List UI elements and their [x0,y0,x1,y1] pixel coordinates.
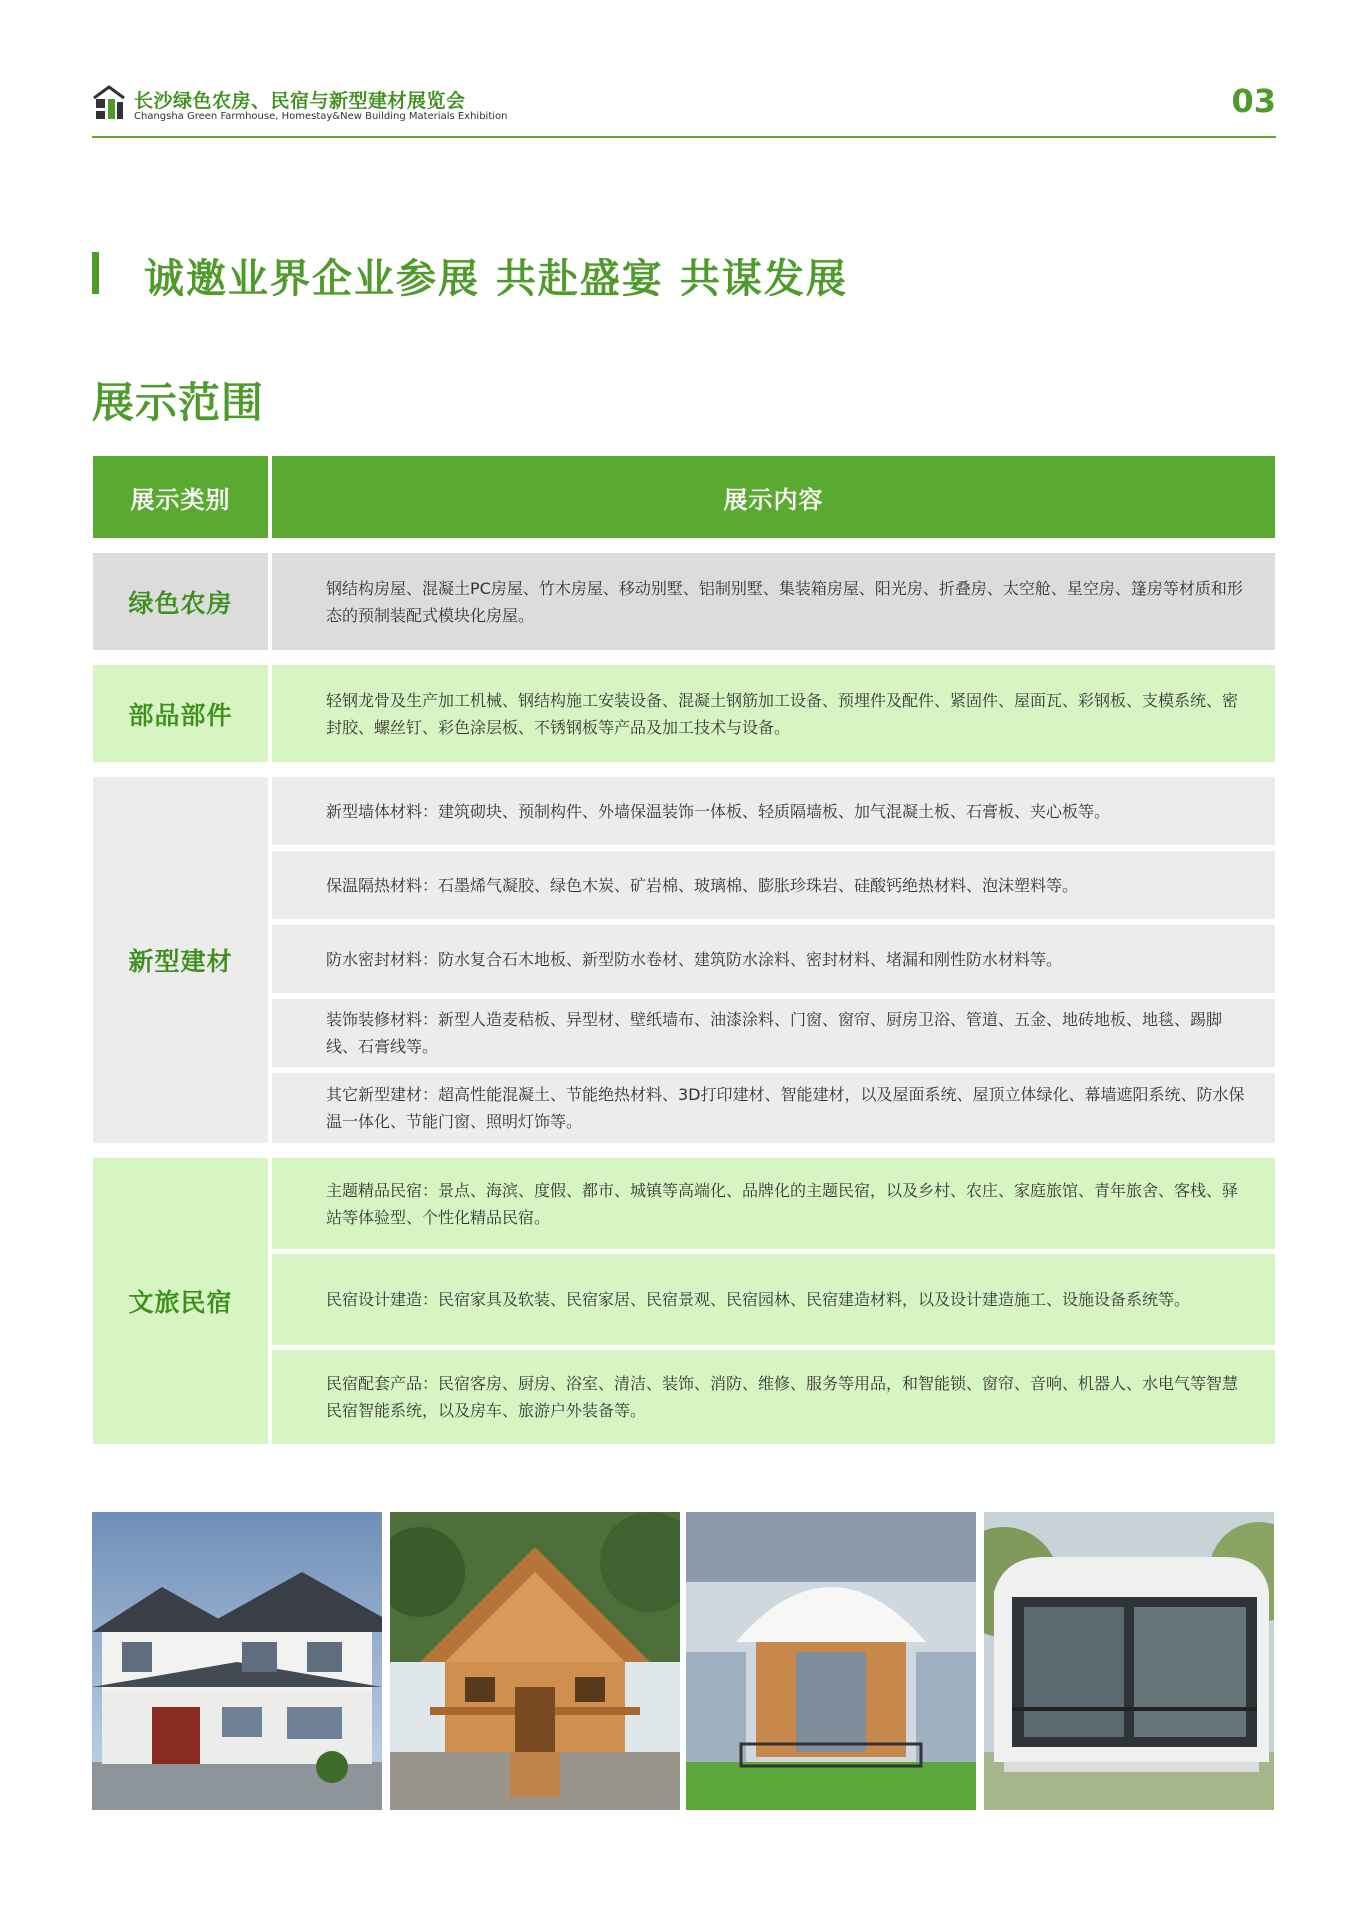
table-row: 新型墙体材料：建筑砌块、预制构件、外墙保温装饰一体板、轻质隔墙板、加气混凝土板、石膏板、夹心板等。 [272,777,1275,845]
photo-villa [92,1512,382,1810]
table-row: 其它新型建材：超高性能混凝土、节能绝热材料、3D打印建材、智能建材，以及屋面系统、屋顶立体绿化、幕墙遮阳系统、防水保温一体化、节能门窗、照明灯饰等。 [272,1073,1275,1143]
table-row: 民宿设计建造：民宿家具及软装、民宿家居、民宿景观、民宿园林、民宿建造材料，以及设计建造施工、设施设备系统等。 [272,1254,1275,1345]
category-green-farmhouse: 绿色农房 [93,553,268,650]
category-components: 部品部件 [93,665,268,762]
page-number: 03 [1231,82,1276,120]
brand-name-en: Changsha Green Farmhouse, Homestay&New Building Materials Exhibition [134,111,508,122]
slogan: 诚邀业界企业参展 共赴盛宴 共谋发展 [144,256,848,302]
photo-space-capsule-dome [686,1512,976,1810]
category-homestay: 文旅民宿 [93,1158,268,1444]
house-logo-icon [92,84,126,122]
slogan-accent-bar [92,252,99,294]
section-title: 展示范围 [92,378,265,427]
photo-glass-cabin [984,1512,1274,1810]
table-row: 民宿配套产品：民宿客房、厨房、浴室、清洁、装饰、消防、维修、服务等用品，和智能锁、窗帘、音响、机器人、水电气等智慧民宿智能系统，以及房车、旅游户外装备等。 [272,1350,1275,1444]
category-new-materials: 新型建材 [93,777,268,1143]
brand-name-cn: 长沙绿色农房、民宿与新型建材展览会 [134,90,466,112]
photo-wooden-cabin [390,1512,680,1810]
table-row: 装饰装修材料：新型人造麦秸板、异型材、壁纸墙布、油漆涂料、门窗、窗帘、厨房卫浴、管道、五金、地砖地板、地毯、踢脚线、石膏线等。 [272,999,1275,1067]
table-row: 主题精品民宿：景点、海滨、度假、都市、城镇等高端化、品牌化的主题民宿，以及乡村、农庄、家庭旅馆、青年旅舍、客栈、驿站等体验型、个性化精品民宿。 [272,1158,1275,1249]
table-header-category: 展示类别 [93,456,268,538]
page-header [92,80,1276,138]
table-header-content: 展示内容 [272,456,1275,538]
table-row: 轻钢龙骨及生产加工机械、钢结构施工安装设备、混凝土钢筋加工设备、预埋件及配件、紧固件、屋面瓦、彩钢板、支模系统、密封胶、螺丝钉、彩色涂层板、不锈钢板等产品及加工技术与设备。 [272,665,1275,762]
table-row: 保温隔热材料：石墨烯气凝胶、绿色木炭、矿岩棉、玻璃棉、膨胀珍珠岩、硅酸钙绝热材料、泡沫塑料等。 [272,851,1275,919]
table-row: 防水密封材料：防水复合石木地板、新型防水卷材、建筑防水涂料、密封材料、堵漏和刚性防水材料等。 [272,925,1275,993]
table-row: 钢结构房屋、混凝土PC房屋、竹木房屋、移动别墅、铝制别墅、集装箱房屋、阳光房、折叠房、太空舱、星空房、篷房等材质和形态的预制装配式模块化房屋。 [272,553,1275,650]
